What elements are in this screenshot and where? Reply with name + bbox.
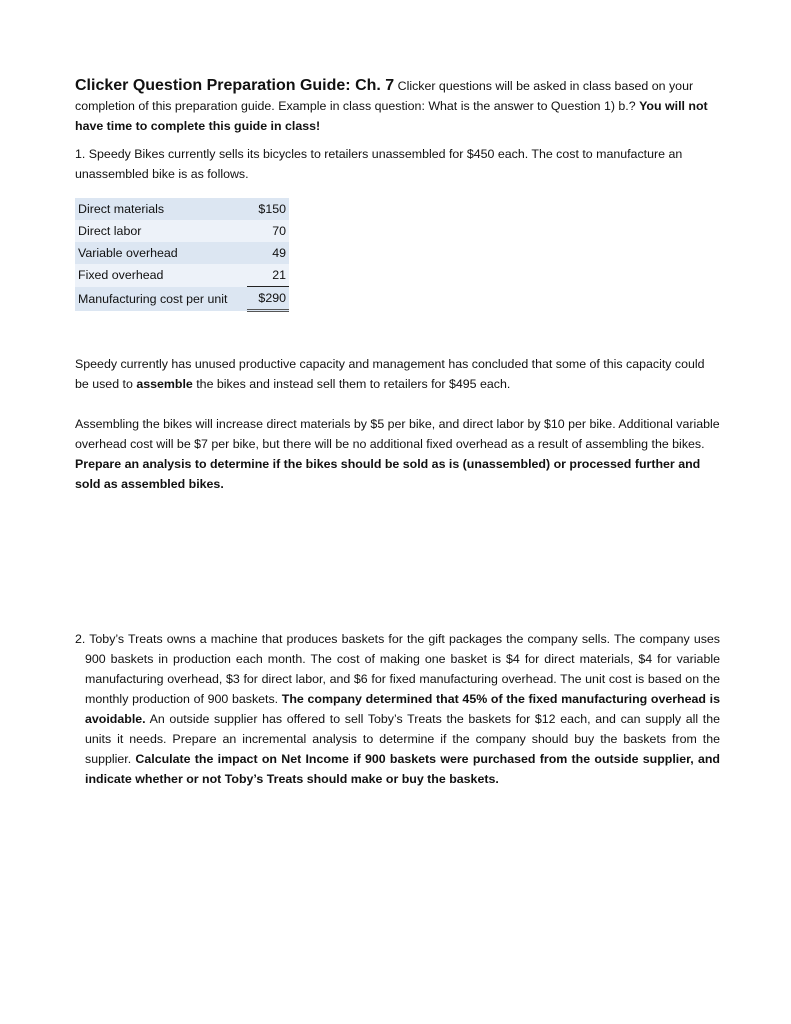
- table-row-total: [75, 287, 289, 311]
- intro-warning: You will not have time to complete this guide in class!: [75, 99, 708, 133]
- question-1-paragraph-1: [75, 354, 720, 394]
- row-value: $290: [247, 287, 289, 311]
- row-label: Variable overhead: [75, 242, 247, 264]
- intro-paragraph: [75, 76, 720, 136]
- text: An outside supplier has offered to sell Toby’s Treats the baskets for $12 each, and can supply all the units it needs. Prepare an incremental analysis to determine if the company should buy the baskets from the supplier.: [85, 712, 720, 766]
- text: Assembling the bikes will increase direct materials by $5 per bike, and direct labor by $10 per bike. Additional variable overhead cost will be $7 per bike, but there will be no additional fixed overhead as a result of assembling the bikes.: [75, 417, 720, 451]
- row-label: Fixed overhead: [75, 264, 247, 287]
- question-1-text: 1. Speedy Bikes currently sells its bicycles to retailers unassembled for $450 each. The cost to manufacture an unassembled bike is as follows.: [75, 147, 683, 181]
- row-label: Direct materials: [75, 198, 247, 220]
- table-row: [75, 242, 289, 264]
- row-value: 21: [247, 264, 289, 287]
- text: 2. Toby’s Treats owns a machine that produces baskets for the gift packages the company sells. The company uses 900 baskets in production each month. The cost of making one basket is $4 for direct materials, $4 for variable manufacturing overhead, $3 for direct labor, and $6 for fixed manufacturing overhead. The unit cost is based on the monthly production of 900 baskets.: [75, 632, 720, 706]
- row-label: Direct labor: [75, 220, 247, 242]
- row-value: $150: [247, 198, 289, 220]
- row-value: 49: [247, 242, 289, 264]
- row-label: Manufacturing cost per unit: [75, 287, 247, 311]
- table-row: [75, 264, 289, 287]
- cost-table: [75, 198, 289, 312]
- emphasis: The company determined that 45% of the fixed manufacturing overhead is avoidable.: [85, 692, 720, 726]
- document-page: [75, 76, 720, 789]
- table-row: [75, 220, 289, 242]
- row-value: 70: [247, 220, 289, 242]
- instruction: Prepare an analysis to determine if the bikes should be sold as is (unassembled) or processed further and sold as assembled bikes.: [75, 457, 701, 491]
- text: Speedy currently has unused productive capacity and management has concluded that some of this capacity could be used to: [75, 357, 705, 391]
- text: the bikes and instead sell them to retailers for $495 each.: [192, 377, 511, 391]
- emphasis: assemble: [136, 377, 193, 391]
- instruction: Calculate the impact on Net Income if 900 baskets were purchased from the outside supplier, and indicate whether or not Toby’s Treats should make or buy the baskets.: [85, 752, 720, 786]
- question-2-paragraph: [75, 629, 720, 789]
- question-1-paragraph-2: [75, 414, 720, 494]
- intro-text: Clicker questions will be asked in class based on your completion of this preparation guide. Example in class question: What is the answer to Question 1) b.?: [75, 79, 694, 113]
- page-title: Clicker Question Preparation Guide: Ch. 7: [75, 77, 395, 94]
- table-row: [75, 198, 289, 220]
